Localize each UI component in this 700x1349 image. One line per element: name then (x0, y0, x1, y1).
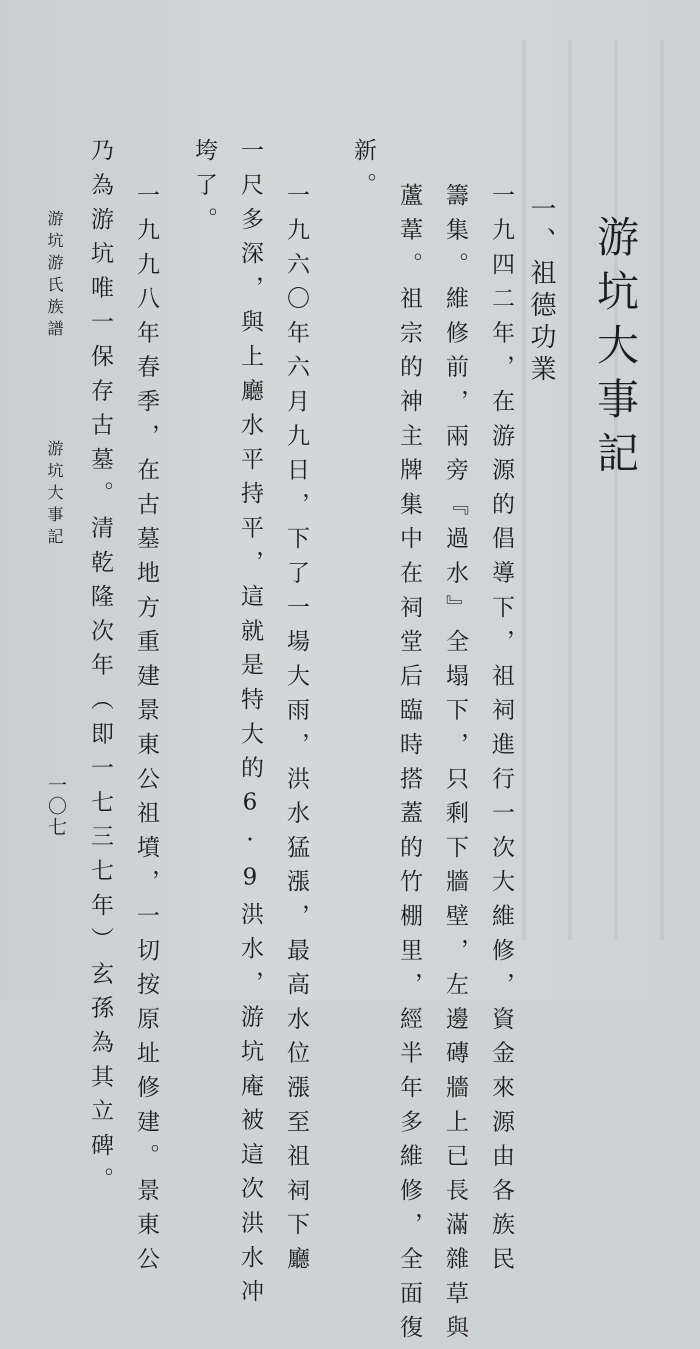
page-number: 一〇七 (45, 775, 67, 838)
text-column-4: 新。 (350, 138, 376, 207)
chapter-title: 游坑大事記 (591, 215, 640, 485)
text-column-6: 一尺多深，與上廳水平持平，這就是特大的6·9洪水，游坑庵被這次洪水冲 (237, 138, 263, 1314)
bleed-through-text (496, 40, 686, 940)
section-heading: 一、祖德功業 (526, 195, 556, 387)
section-marker: 游坑大事記 (45, 440, 64, 550)
text-column-9: 乃為游坑唯一保存古墓。清乾隆次年（即一七三七年）玄孫為其立碑。 (87, 138, 113, 1202)
text-column-2: 籌集。維修前，兩旁『過水』全塌下，只剩下牆壁，左邊磚牆上已長滿雜草與 (442, 183, 468, 1349)
text-column-8: 一九九八年春季，在古墓地方重建景東公祖墳，一切按原址修建。景東公 (133, 183, 159, 1281)
text-column-3: 蘆葦。祖宗的神主牌集中在祠堂后臨時搭蓋的竹棚里，經半年多維修，全面復 (396, 183, 422, 1349)
text-column-5: 一九六〇年六月九日，下了一場大雨，洪水猛漲，最高水位漲至祖祠下廳 (283, 183, 309, 1281)
text-column-1: 一九四二年，在游源的倡導下，祖祠進行一次大維修，資金來源由各族民 (488, 183, 514, 1281)
text-column-7: 垮了。 (191, 138, 217, 241)
running-title: 游坑游氏族譜 (45, 210, 64, 342)
